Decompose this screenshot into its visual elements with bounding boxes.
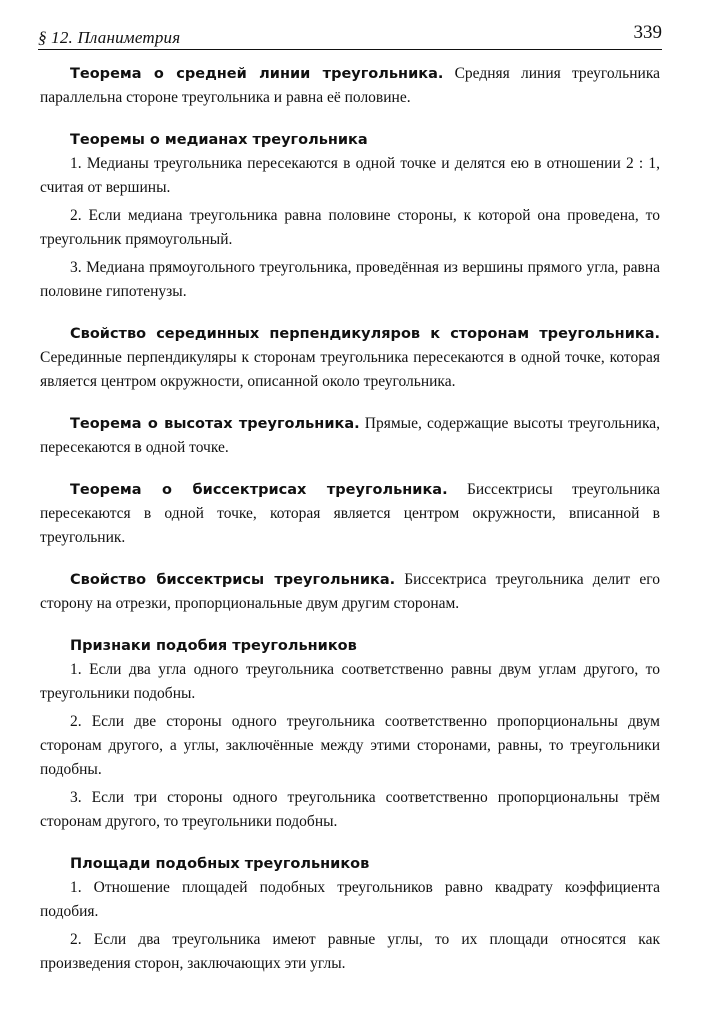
- body-text: Биссектриса треугольника делит его сторону на отрезки, пропорциональные двум другим сторонам.: [40, 571, 660, 612]
- paragraph: [40, 62, 660, 110]
- running-head: [38, 22, 662, 52]
- body-text: Средняя линия треугольника параллельна стороне треугольника и равна её половине.: [40, 65, 660, 106]
- list-item: 3. Если три стороны одного треугольника соответственно пропорциональны трём сторонам другого, то треугольники подобны.: [40, 789, 660, 830]
- body-text: Серединные перпендикуляры к сторонам треугольника пересекаются в одной точке, которая является центром окружности, описанной около треугольника.: [40, 349, 660, 390]
- header-rule: [38, 49, 662, 50]
- midline-theorem: [40, 62, 660, 110]
- body-text: Прямые, содержащие высоты треугольника, пересекаются в одной точке.: [40, 415, 660, 456]
- subsection-heading: [40, 128, 660, 152]
- paragraph: [40, 322, 660, 394]
- list-item: 1. Медианы треугольника пересекаются в одной точке и делятся ею в отношении 2 : 1, считая от вершины.: [40, 155, 660, 196]
- altitudes-theorem: [40, 412, 660, 460]
- list-item: 2. Если две стороны одного треугольника соответственно пропорциональны двум сторонам другого, а углы, заключённые между этими сторонами, равны, то треугольники подобны.: [40, 713, 660, 778]
- paragraph: [40, 478, 660, 550]
- term-heading: Свойство биссектрисы треугольника.: [70, 572, 396, 588]
- list-item: 2. Если два треугольника имеют равные углы, то их площади относятся как произведения сторон, заключающих эти углы.: [40, 931, 660, 972]
- page-number: 339: [633, 22, 662, 43]
- subsection-heading-text: Теоремы о медианах треугольника: [70, 132, 368, 148]
- similarity-criteria: [40, 634, 660, 834]
- bisectors-theorem: [40, 478, 660, 550]
- subsection-heading-text: Признаки подобия треугольников: [70, 638, 357, 654]
- subsection-heading: [40, 852, 660, 876]
- section-title: § 12. Планиметрия: [38, 28, 181, 47]
- perpendicular-bisectors-property: [40, 322, 660, 394]
- body-text: Биссектрисы треугольника пересекаются в одной точке, которая является центром окружности, вписанной в треугольник.: [40, 481, 660, 546]
- list-item: 3. Медиана прямоугольного треугольника, проведённая из вершины прямого угла, равна половине гипотенузы.: [40, 259, 660, 300]
- term-heading: Теорема о средней линии треугольника.: [70, 66, 444, 82]
- median-theorems: [40, 128, 660, 304]
- list-item: 1. Если два угла одного треугольника соответственно равны двум углам другого, то треугольники подобны.: [40, 661, 660, 702]
- paragraph: [40, 412, 660, 460]
- list-item: 1. Отношение площадей подобных треугольников равно квадрату коэффициента подобия.: [40, 879, 660, 920]
- term-heading: Теорема о высотах треугольника.: [70, 416, 360, 432]
- bisector-property: [40, 568, 660, 616]
- subsection-heading-text: Площади подобных треугольников: [70, 856, 370, 872]
- term-heading: Теорема о биссектрисах треугольника.: [70, 482, 448, 498]
- similar-triangles-areas: [40, 852, 660, 976]
- paragraph: [40, 568, 660, 616]
- term-heading: Свойство серединных перпендикуляров к сторонам треугольника.: [70, 326, 660, 342]
- subsection-heading: [40, 634, 660, 658]
- list-item: 2. Если медиана треугольника равна половине стороны, к которой она проведена, то треугольник прямоугольный.: [40, 207, 660, 248]
- page-body: [40, 62, 660, 989]
